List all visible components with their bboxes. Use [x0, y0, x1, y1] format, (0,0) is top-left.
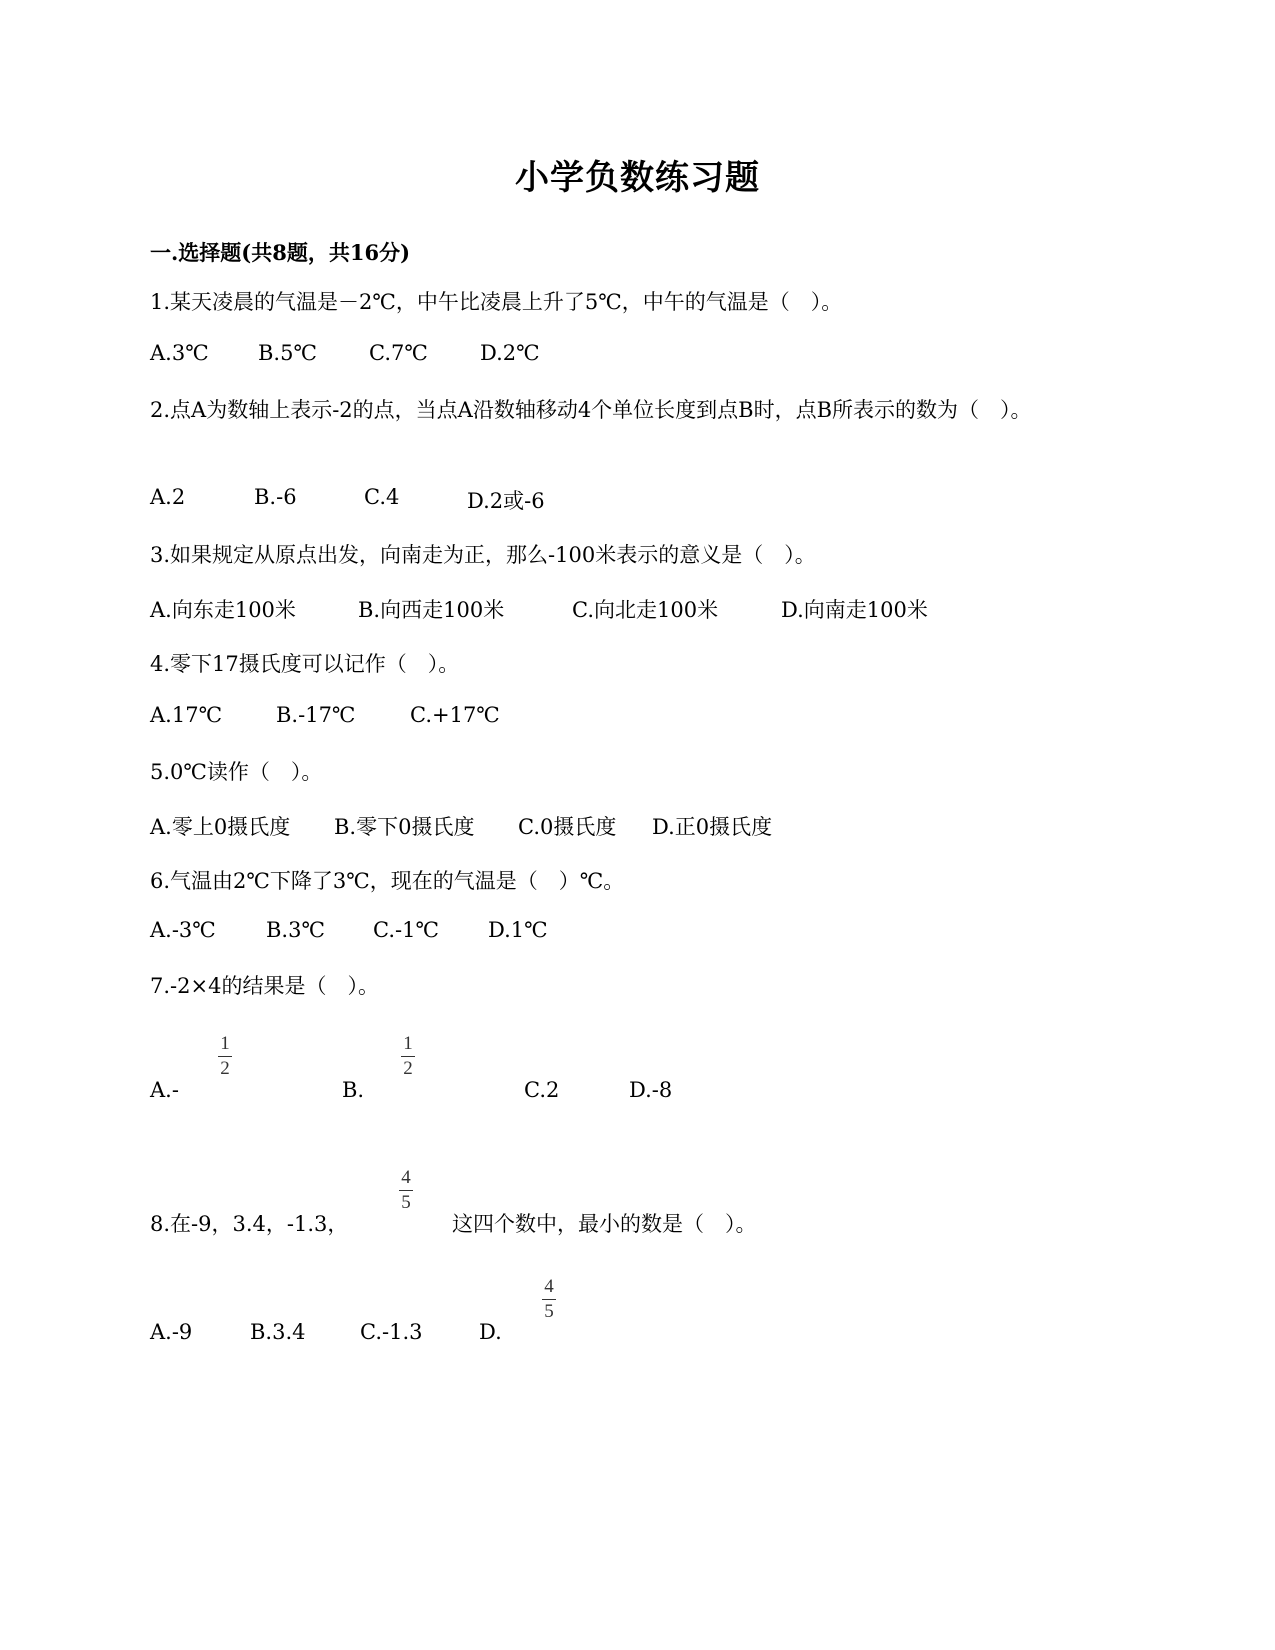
question-5-option-c[interactable]: C.0摄氏度	[518, 815, 617, 839]
question-8-stem-fraction	[399, 1167, 413, 1214]
question-6-option-c[interactable]: C.-1℃	[373, 918, 439, 942]
question-3-option-d[interactable]: D.向南走100米	[781, 598, 928, 622]
question-2-option-c[interactable]: C.4	[364, 485, 400, 509]
question-7-option-d[interactable]: D.-8	[629, 1078, 673, 1102]
question-8-option-c[interactable]: C.-1.3	[360, 1320, 423, 1344]
question-2-stem: 2.点A为数轴上表示-2的点，当点A沿数轴移动4个单位长度到点B时，点B所表示的数为（ ）。	[150, 398, 1032, 422]
fraction-denominator: 2	[220, 1058, 230, 1079]
fraction-numerator: 4	[544, 1276, 554, 1297]
question-7-option-a[interactable]: A.-	[150, 1078, 179, 1102]
question-5-option-b[interactable]: B.零下0摄氏度	[334, 815, 475, 839]
question-5-stem: 5.0℃读作（ ）。	[150, 760, 323, 784]
question-7-option-b-fraction	[401, 1033, 415, 1080]
question-2-option-a[interactable]: A.2	[150, 485, 186, 509]
question-2-option-d[interactable]: D.2或-6	[467, 489, 545, 513]
question-7-option-a-fraction	[218, 1033, 232, 1080]
question-5-option-d[interactable]: D.正0摄氏度	[652, 815, 773, 839]
question-4-option-b[interactable]: B.-17℃	[276, 703, 356, 727]
fraction-numerator: 4	[401, 1167, 411, 1188]
question-4-option-c[interactable]: C.+17℃	[410, 703, 500, 727]
question-7-stem: 7.-2×4的结果是（ ）。	[150, 974, 379, 998]
fraction-bar	[399, 1190, 413, 1191]
question-3-option-b[interactable]: B.向西走100米	[358, 598, 505, 622]
question-8-option-d[interactable]: D.	[479, 1320, 502, 1344]
question-6-option-a[interactable]: A.-3℃	[150, 918, 216, 942]
section-heading: 一.选择题(共8题，共16分)	[150, 240, 411, 265]
question-8-option-a[interactable]: A.-9	[150, 1320, 193, 1344]
question-1-option-d[interactable]: D.2℃	[480, 341, 540, 365]
question-8-option-d-fraction	[542, 1276, 556, 1323]
question-8-option-b[interactable]: B.3.4	[250, 1320, 306, 1344]
question-4-option-a[interactable]: A.17℃	[150, 703, 223, 727]
fraction-numerator: 1	[220, 1033, 230, 1054]
question-3-option-a[interactable]: A.向东走100米	[150, 598, 296, 622]
question-3-option-c[interactable]: C.向北走100米	[572, 598, 719, 622]
question-7-option-c[interactable]: C.2	[524, 1078, 560, 1102]
fraction-bar	[401, 1056, 415, 1057]
question-6-option-d[interactable]: D.1℃	[488, 918, 548, 942]
question-5-option-a[interactable]: A.零上0摄氏度	[150, 815, 291, 839]
question-1-option-b[interactable]: B.5℃	[258, 341, 317, 365]
question-6-option-b[interactable]: B.3℃	[266, 918, 325, 942]
question-4-stem: 4.零下17摄氏度可以记作（ ）。	[150, 652, 460, 676]
question-1-stem: 1.某天凌晨的气温是－2℃，中午比凌晨上升了5℃，中午的气温是（ ）。	[150, 290, 843, 314]
question-1-option-a[interactable]: A.3℃	[150, 341, 209, 365]
fraction-numerator: 1	[403, 1033, 413, 1054]
fraction-denominator: 5	[401, 1192, 411, 1213]
question-8-stem-end: 这四个数中，最小的数是（ ）。	[452, 1212, 757, 1236]
fraction-denominator: 5	[544, 1301, 554, 1322]
question-1-option-c[interactable]: C.7℃	[369, 341, 428, 365]
question-2-option-b[interactable]: B.-6	[254, 485, 297, 509]
question-6-stem: 6.气温由2℃下降了3℃，现在的气温是（ ）℃。	[150, 869, 625, 893]
question-7-option-b[interactable]: B.	[342, 1078, 365, 1102]
page-title: 小学负数练习题	[515, 158, 760, 198]
question-3-stem: 3.如果规定从原点出发，向南走为正，那么-100米表示的意义是（ ）。	[150, 543, 816, 567]
fraction-denominator: 2	[403, 1058, 413, 1079]
question-8-stem-start: 8.在-9，3.4，-1.3，	[150, 1212, 349, 1236]
fraction-bar	[542, 1299, 556, 1300]
fraction-bar	[218, 1056, 232, 1057]
